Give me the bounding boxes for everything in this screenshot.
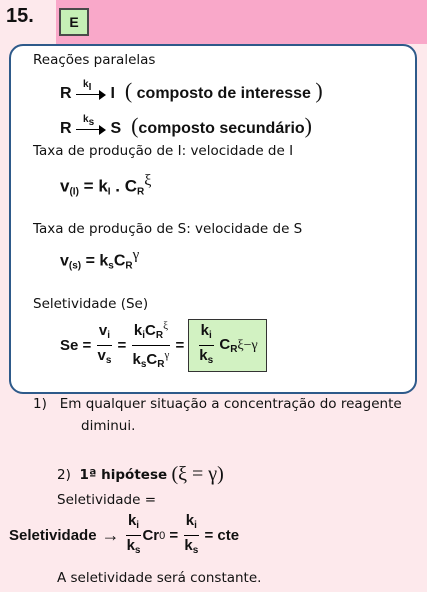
result-box: $\frac{k_i}{k_s}$ $C_R$ ξ−γ — [188, 319, 266, 372]
rate-s-title: Taxa de produção de S: velocidade de S — [33, 221, 303, 237]
selectivity-eq-label: Seletividade = — [57, 492, 157, 508]
rate-i-title: Taxa de produção de I: velocidade de I — [33, 143, 294, 159]
reaction-1: R $k_I$ I ( composto de interesse ) — [60, 78, 323, 103]
selectivity-title: Seletividade (Se) — [33, 296, 149, 312]
item-1-line-1: 1) Em qualquer situação a concentração do reagente — [33, 396, 402, 412]
reaction-2-description: composto secundário — [138, 120, 305, 137]
header-bar — [56, 0, 427, 44]
parallel-reactions-title: Reações paralelas — [33, 52, 156, 68]
answer-box: E — [59, 8, 89, 36]
question-number: 15. — [6, 5, 34, 27]
question-header — [0, 0, 427, 44]
reaction-arrow-icon: $k_I$ — [76, 88, 106, 100]
rate-s-equation: $v_{(s)} = k_sC_R^\gamma$ — [60, 247, 140, 272]
reactant-r: R — [60, 85, 72, 102]
final-equation: Seletividade → $\frac{k_i}{k_s}$ Cr 0 = $\frac{k_i}{k_s}$ = cte — [9, 512, 240, 556]
item-1-line-2: diminui. — [81, 418, 136, 434]
conclusion-text: A seletividade será constante. — [57, 570, 262, 586]
selectivity-equation: Se = $\frac{v_i}{v_s}$ = $\frac{k_iC_R^\xi}{k_sC_R^\gamma}$ = $\frac{k_i}{k_s}$ $C_R$ ξ−γ — [60, 318, 267, 373]
rate-i-equation: $v_{(I)} = k_I$ . $C_R^\xi$ — [60, 172, 152, 198]
product-i: I — [110, 85, 115, 102]
reaction-1-description: composto de interesse — [136, 85, 311, 102]
reaction-2: R $k_s$ S (composto secundário) — [60, 113, 312, 138]
item-2: 2) 1ª hipótese (ξ = γ) — [57, 463, 224, 485]
reaction-arrow-icon: $k_s$ — [76, 123, 106, 135]
